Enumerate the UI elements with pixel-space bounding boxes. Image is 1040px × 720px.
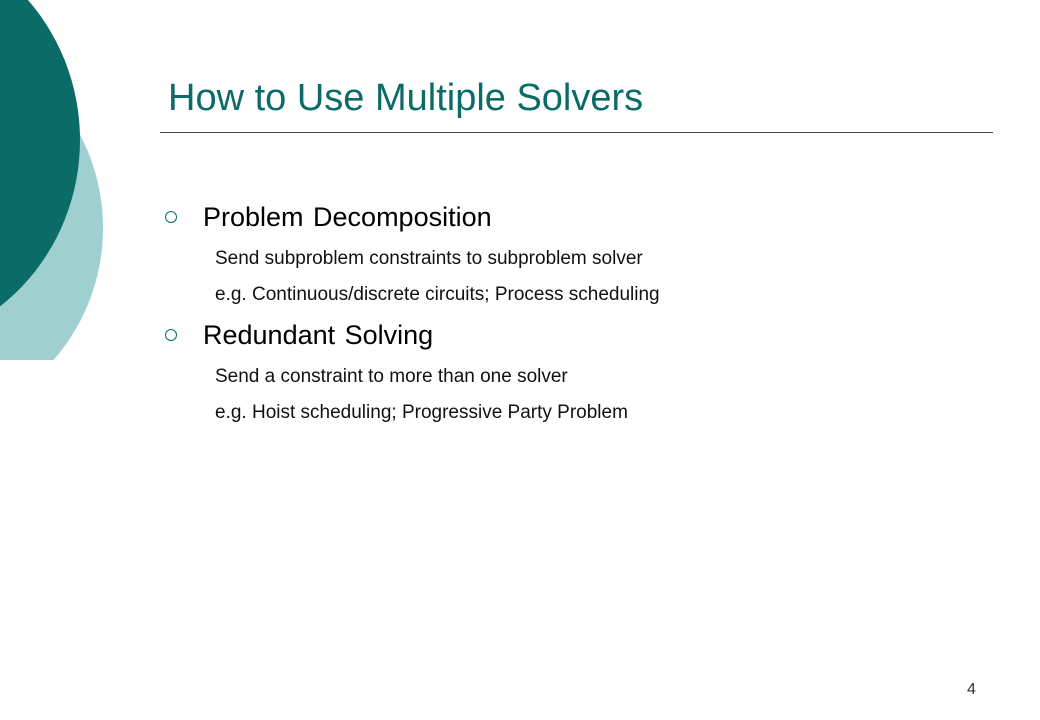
sub-bullet: Send a constraint to more than one solver [215,366,568,387]
sub-bullet: Send subproblem constraints to subproblem solver [215,248,643,269]
sub-bullet: e.g. Continuous/discrete circuits; Process scheduling [215,284,660,305]
circle-bullet-icon [165,329,177,341]
page-number: 4 [967,681,976,698]
circle-bullet-icon [165,211,177,223]
title-divider [160,132,993,133]
bullet-row [0,200,1000,236]
bullet-label: Redundant Solving [203,320,434,350]
decorative-circles [0,0,110,360]
slide-title: How to Use Multiple Solvers [168,77,644,119]
bullet-label: Problem Decomposition [203,202,492,232]
sub-bullet: e.g. Hoist scheduling; Progressive Party Problem [215,402,628,423]
bullet-row [0,318,1000,354]
